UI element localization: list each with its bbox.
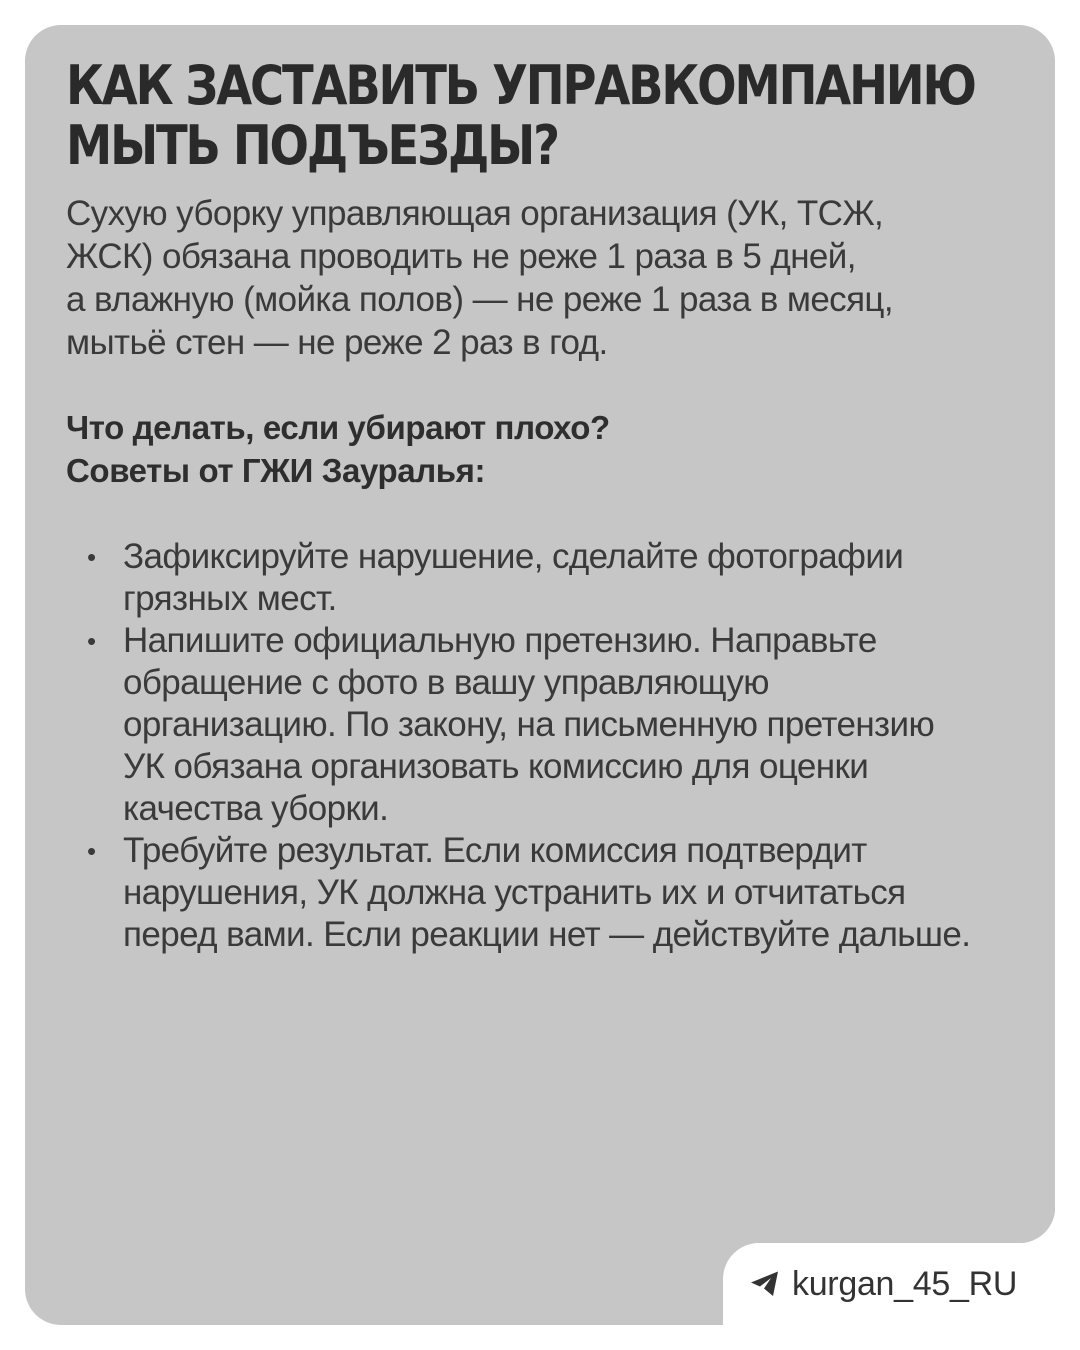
intro-line: мытьё стен — не реже 2 раз в год. (66, 323, 608, 362)
advice-heading (66, 406, 1016, 492)
tip-item-record (66, 536, 1016, 620)
channel-handle[interactable] (750, 1262, 1017, 1306)
intro-line: Сухую уборку управляющая организация (УК, ТСЖ, (66, 194, 884, 233)
title-line: КАК ЗАСТАВИТЬ УПРАВКОМПАНИЮ (66, 54, 975, 117)
intro-paragraph (66, 192, 1016, 364)
tip-item-complaint (66, 620, 1016, 830)
tip-line: перед вами. Если реакции нет — действуйте дальше. (123, 915, 971, 954)
bullet-icon: • (87, 542, 96, 572)
tip-line: грязных мест. (123, 579, 337, 618)
tip-line: организацию. По закону, на письменную претензию (123, 705, 935, 744)
bullet-icon: • (87, 626, 96, 656)
tip-line: качества уборки. (123, 789, 389, 828)
telegram-plane-icon (750, 1270, 780, 1298)
page-title (66, 54, 975, 177)
advice-heading-line: Что делать, если убирают плохо? (66, 409, 610, 446)
tip-item-result (66, 830, 1016, 956)
channel-handle-text: kurgan_45_RU (792, 1264, 1018, 1303)
bullet-icon: • (87, 836, 96, 866)
intro-line: ЖСК) обязана проводить не реже 1 раза в 5 дней, (66, 237, 856, 276)
tips-list (66, 536, 1016, 956)
advice-heading-line: Советы от ГЖИ Зауралья: (66, 452, 486, 489)
tip-line: УК обязана организовать комиссию для оценки (123, 747, 869, 786)
tip-line: Напишите официальную претензию. Направьте (123, 621, 877, 660)
tip-line: обращение с фото в вашу управляющую (123, 663, 769, 702)
title-line: МЫТЬ ПОДЪЕЗДЫ? (66, 114, 558, 177)
footer-tab-corner (1019, 1207, 1055, 1243)
card-content (66, 56, 1016, 956)
tip-line: нарушения, УК должна устранить их и отчитаться (123, 873, 906, 912)
tip-line: Требуйте результат. Если комиссия подтвердит (123, 831, 867, 870)
intro-line: а влажную (мойка полов) — не реже 1 раза в месяц, (66, 280, 894, 319)
tip-line: Зафиксируйте нарушение, сделайте фотографии (123, 537, 904, 576)
